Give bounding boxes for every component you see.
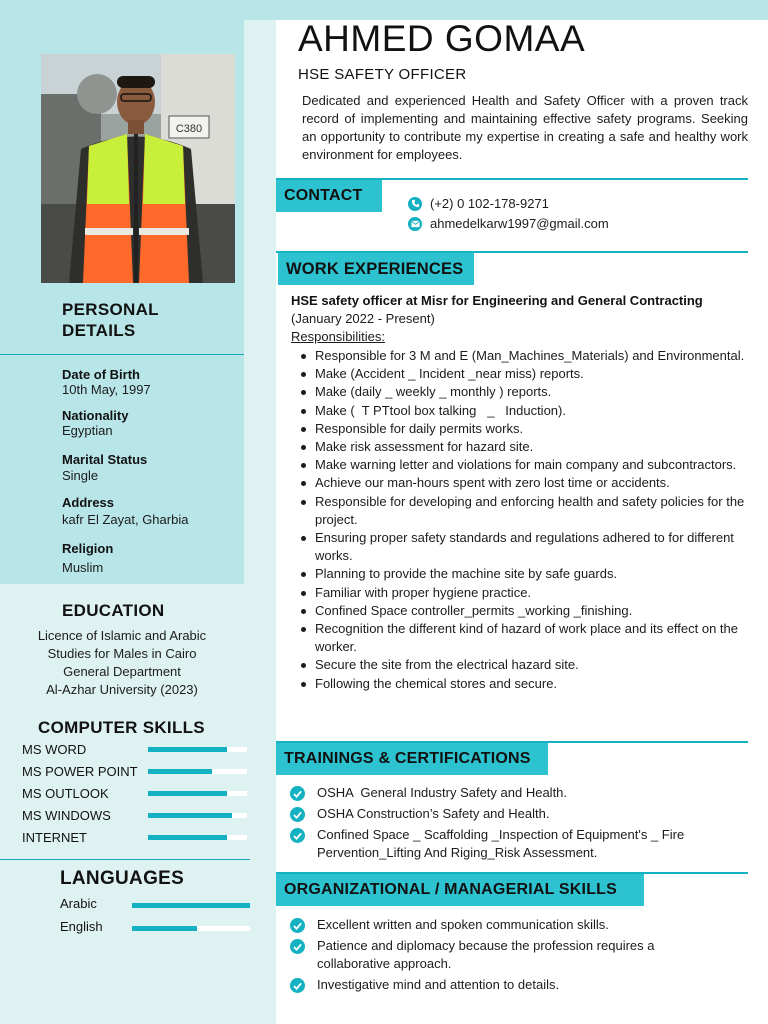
trainings-list <box>290 784 730 865</box>
list-item <box>290 916 720 934</box>
list-item: Make risk assessment for hazard site. <box>297 438 762 456</box>
contact-phone-row <box>408 196 549 211</box>
list-item: Responsible for daily permits works. <box>297 420 762 438</box>
skill-name: MS WORD <box>22 742 87 757</box>
personal-details-title <box>62 300 159 341</box>
contact-email-row <box>408 216 609 231</box>
languages-title: LANGUAGES <box>60 868 185 889</box>
skill-name: MS WINDOWS <box>22 808 111 823</box>
list-item <box>290 805 730 823</box>
dob-value: 10th May, 1997 <box>62 382 151 397</box>
list-item: Make ( T PTtool box talking _ Induction). <box>297 402 762 420</box>
address-value: kafr El Zayat, Gharbia <box>62 512 189 527</box>
list-item: Responsible for 3 M and E (Man_Machines_Materials) and Environmental. <box>297 347 762 365</box>
religion-value: Muslim <box>62 560 104 575</box>
skill-name: INTERNET <box>22 830 87 845</box>
list-item: Planning to provide the machine site by safe guards. <box>297 565 762 583</box>
job-title: HSE safety officer at Misr for Engineering and General Contracting <box>291 293 703 308</box>
personal-details-title-line1: PERSONAL <box>62 300 159 319</box>
skill-bar-track <box>148 835 247 840</box>
list-item: Secure the site from the electrical hazard site. <box>297 656 762 674</box>
education-line: Al-Azhar University (2023) <box>46 682 198 697</box>
contact-email[interactable]: ahmedelkarw1997@gmail.com <box>430 216 609 231</box>
list-item: Achieve our man-hours spent with zero lost time or accidents. <box>297 474 762 492</box>
check-icon <box>290 978 305 993</box>
profile-summary: Dedicated and experienced Health and Safety Officer with a proven track record of implementing and maintaining effective safety programs. Seeking an opportunity to contribute my expertise in creating a safe and healthy work environment for employees. <box>302 93 748 162</box>
education-line: General Department <box>63 664 181 679</box>
check-icon <box>290 828 305 843</box>
contact-phone[interactable]: (+2) 0 102-178-9271 <box>430 196 549 211</box>
list-item: Familiar with proper hygiene practice. <box>297 584 762 602</box>
skills-divider <box>0 859 250 860</box>
skill-name: MS POWER POINT <box>22 764 138 779</box>
nationality-label: Nationality <box>62 408 129 423</box>
trainings-heading: TRAININGS & CERTIFICATIONS <box>276 743 548 775</box>
responsibilities-label: Responsibilities: <box>291 329 385 344</box>
candidate-name: AHMED GOMAA <box>298 18 586 59</box>
skill-bar-fill <box>148 791 227 796</box>
list-item: Ensuring proper safety standards and regulations adhered to for different works. <box>297 529 762 565</box>
check-icon <box>290 939 305 954</box>
skill-name: MS OUTLOOK <box>22 786 109 801</box>
skill-bar-track <box>148 747 247 752</box>
language-name: English <box>60 919 103 934</box>
email-icon <box>408 217 422 231</box>
responsibilities-list <box>297 347 762 693</box>
skill-bar-track <box>148 813 247 818</box>
dob-label: Date of Birth <box>62 367 140 382</box>
photo-badge-text: C380 <box>175 123 203 135</box>
check-icon <box>290 786 305 801</box>
marital-status-value: Single <box>62 468 99 483</box>
religion-label: Religion <box>62 541 114 556</box>
org-skill-text: Excellent written and spoken communication skills. <box>317 917 609 932</box>
skill-bar-fill <box>148 835 227 840</box>
nationality-value: Egyptian <box>62 423 113 438</box>
list-item: Following the chemical stores and secure. <box>297 675 762 693</box>
list-item: Make (Accident _ Incident _near miss) reports. <box>297 365 762 383</box>
list-item: Responsible for developing and enforcing health and safety policies for the project. <box>297 493 762 529</box>
check-icon <box>290 807 305 822</box>
skill-bar-track <box>148 769 247 774</box>
training-text: Confined Space _ Scaffolding _Inspection of Equipment's _ Fire Pervention_Lifting And Riging_Risk Assessment. <box>317 827 685 860</box>
list-item: Recognition the different kind of hazard of work place and its effect on the worker. <box>297 620 762 656</box>
sidebar-strip <box>244 20 276 584</box>
org-skills-heading: ORGANIZATIONAL / MANAGERIAL SKILLS <box>276 874 644 906</box>
skill-bar-fill <box>148 747 227 752</box>
language-name: Arabic <box>60 896 97 911</box>
skill-bar-fill <box>148 813 232 818</box>
top-band <box>0 0 768 20</box>
list-item <box>290 826 710 862</box>
phone-icon <box>408 197 422 211</box>
education-title: EDUCATION <box>62 601 165 620</box>
profile-photo <box>41 54 235 283</box>
education-line: Licence of Islamic and Arabic <box>37 628 207 643</box>
language-bar-fill <box>132 903 250 908</box>
computer-skills-title: COMPUTER SKILLS <box>38 718 205 737</box>
list-item: Make (daily _ weekly _ monthly ) reports. <box>297 383 762 401</box>
list-item <box>290 937 720 973</box>
job-dates: (January 2022 - Present) <box>291 311 435 326</box>
list-item: Confined Space controller_permits _working _finishing. <box>297 602 762 620</box>
skill-bar-track <box>148 791 247 796</box>
training-text: OSHA Construction’s Safety and Health. <box>317 806 550 821</box>
candidate-role: HSE SAFETY OFFICER <box>298 66 467 83</box>
list-item <box>290 784 730 802</box>
org-skills-list <box>290 916 720 997</box>
check-icon <box>290 918 305 933</box>
education-line: Studies for Males in Cairo <box>47 646 197 661</box>
personal-details-divider <box>0 354 244 355</box>
skill-bar-fill <box>148 769 212 774</box>
address-label: Address <box>62 495 115 510</box>
org-skill-text: Investigative mind and attention to details. <box>317 977 560 992</box>
work-heading: WORK EXPERIENCES <box>278 253 474 285</box>
training-text: OSHA General Industry Safety and Health. <box>317 785 568 800</box>
personal-details-title-line2: DETAILS <box>62 321 136 340</box>
org-skill-text: Patience and diplomacy because the profession requires a collaborative approach. <box>317 938 655 971</box>
language-bar-fill <box>132 926 197 931</box>
language-bar-track <box>132 926 250 931</box>
list-item: Make warning letter and violations for main company and subcontractors. <box>297 456 762 474</box>
contact-heading: CONTACT <box>276 180 382 212</box>
language-bar-track <box>132 903 250 908</box>
marital-status-label: Marital Status <box>62 452 148 467</box>
list-item <box>290 976 720 994</box>
